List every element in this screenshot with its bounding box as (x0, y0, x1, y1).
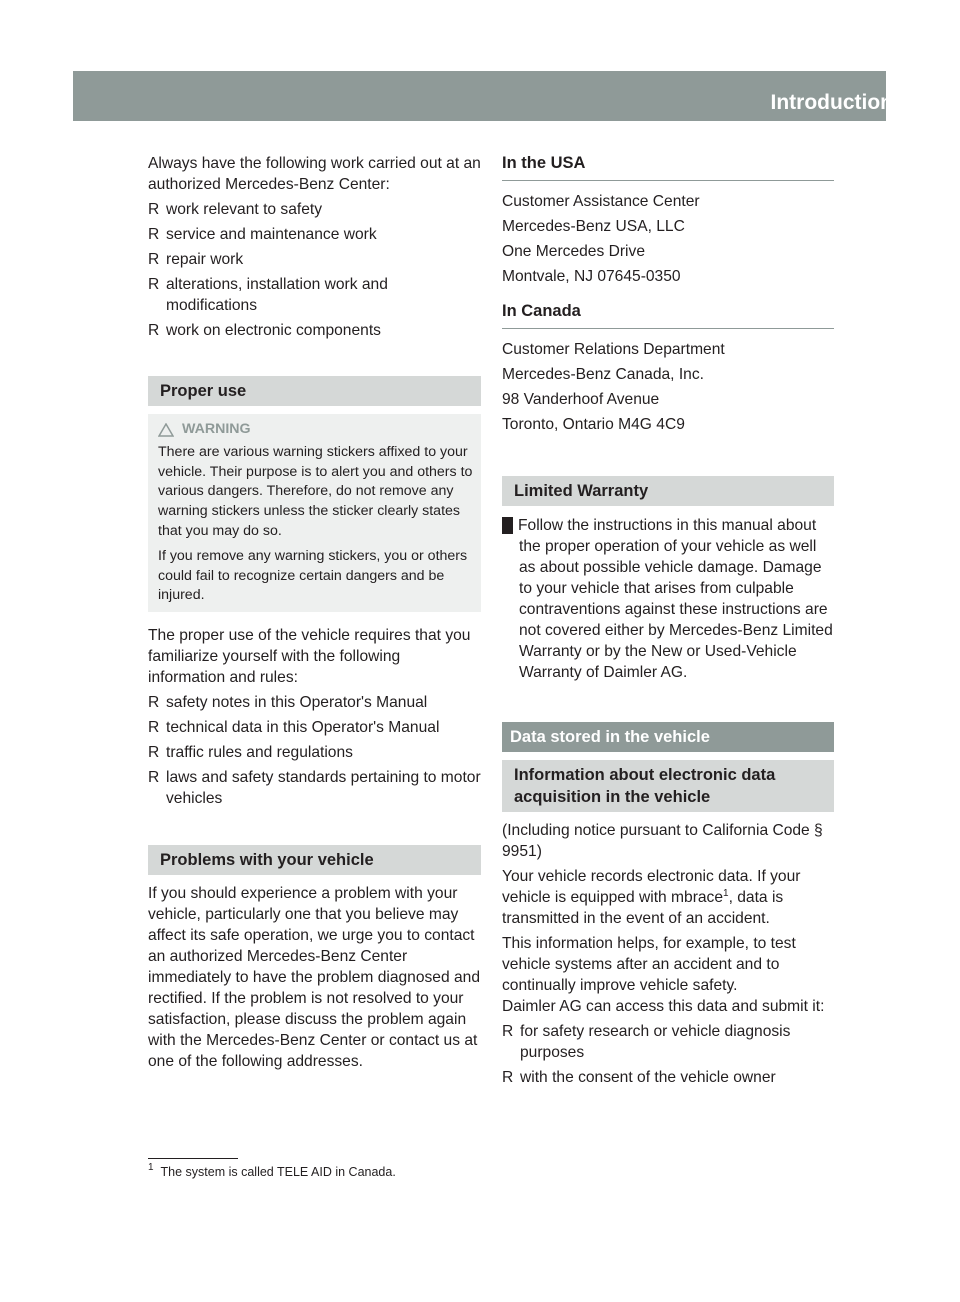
list-item: R for safety research or vehicle diagnosis purposes (502, 1023, 791, 1061)
bullet-mark: R (148, 201, 160, 218)
section-heading-problems: Problems with your vehicle (148, 845, 481, 875)
section-heading-electronic-data: Information about electronic data acquisition in the vehicle (502, 760, 834, 812)
list-item: R traffic rules and regulations (148, 744, 353, 762)
address-line: Customer Assistance Center (502, 193, 700, 210)
list-item: R repair work (148, 251, 244, 268)
purposes-list (502, 1021, 834, 1088)
bullet-mark: R (502, 1069, 514, 1086)
warning-text: There are various warning stickers affixed to your vehicle. Their purpose is to alert you and others to various dangers. Therefore, do not remove any warning stickers unless the sticker clearly states that you may do so. (158, 443, 473, 539)
warranty-text: Follow the instructions in this manual about the proper operation of your vehicle as well as about possible vehicle damage. Damage to your vehicle that arises from culpable contraventions against these instructions are not covered either by Mercedes-Benz Limited Warranty or by the New or Used-Vehicle Warranty of Daimler AG. (518, 517, 833, 681)
footnote-divider (148, 1158, 238, 1159)
warning-label: WARNING (182, 421, 251, 437)
list-item: R laws and safety standards pertaining to motor vehicles (148, 769, 481, 808)
footnote-text: The system is called TELE AID in Canada. (160, 1165, 396, 1179)
bullet-mark: R (502, 1023, 514, 1040)
helps-text: This information helps, for example, to test vehicle systems after an accident and to continually improve vehicle safety. (502, 935, 796, 994)
warranty-note (496, 515, 834, 683)
address-line: Toronto, Ontario M4G 4C9 (502, 416, 685, 433)
footnote (148, 1163, 396, 1181)
section-heading-proper-use: Proper use (148, 376, 481, 406)
proper-use-text: The proper use of the vehicle requires that you familiarize yourself with the following information and rules: (148, 627, 471, 687)
warning-triangle-icon (158, 423, 174, 437)
intro-text: Always have the following work carried out at an authorized Mercedes-Benz Center: (148, 155, 481, 193)
section-heading-warranty: Limited Warranty (502, 476, 834, 506)
right-column (496, 153, 834, 1088)
address-line: Customer Relations Department (502, 341, 725, 358)
list-item: R safety notes in this Operator's Manual (148, 694, 428, 712)
list-item: R service and maintenance work (148, 226, 377, 243)
warning-box (148, 414, 481, 612)
canada-address (502, 337, 834, 437)
list-item: R alterations, installation work and modifications (148, 276, 388, 314)
address-line: Mercedes-Benz USA, LLC (502, 218, 685, 235)
rules-list (148, 692, 481, 809)
bullet-mark: R (148, 322, 160, 339)
section-heading-data-stored: Data stored in the vehicle (502, 722, 834, 752)
bullet-mark: R (148, 276, 160, 293)
usa-address (502, 189, 834, 289)
bullet-mark: R (148, 226, 160, 243)
address-line: 98 Vanderhoof Avenue (502, 391, 660, 408)
page-header (73, 71, 941, 121)
warning-header (158, 420, 473, 440)
list-item: R work on electronic components (148, 322, 381, 339)
header-title: Introduction (770, 91, 893, 114)
canada-heading: In Canada (502, 301, 834, 329)
work-list (148, 199, 481, 341)
list-item: R technical data in this Operator's Manual (148, 719, 440, 737)
header-separator (903, 71, 908, 121)
left-column (148, 153, 481, 1072)
records-text: Your vehicle records electronic data. If your vehicle is equipped with mbrace$^1$, data is transmitted in the event of an accident. (502, 868, 801, 927)
address-line: One Mercedes Drive (502, 243, 645, 260)
access-text: Daimler AG can access this data and submit it: (502, 998, 825, 1015)
warning-text: If you remove any warning stickers, you or others could fail to recognize certain dangers and be injured. (158, 547, 468, 604)
exclamation-icon: ! (502, 517, 513, 534)
page-number: 23 (921, 95, 941, 114)
bullet-mark: R (148, 744, 160, 762)
problems-text: If you should experience a problem with your vehicle, particularly one that you believe may affect its safe operation, we urge you to contact an authorized Mercedes-Benz Center immediately to have the problem diagnosed and rectified. If the problem is not resolved to your satisfaction, please discuss the problem again with the Mercedes-Benz Center or contact us at one of the following addresses. (148, 885, 481, 1071)
bullet-mark: R (148, 769, 160, 787)
footnote-ref: 1 (723, 888, 729, 899)
list-item: R work relevant to safety (148, 201, 323, 218)
bullet-mark: R (148, 251, 160, 268)
notice-text: (Including notice pursuant to California Code § 9951) (502, 822, 823, 860)
bullet-mark: R (148, 694, 160, 712)
bullet-mark: R (148, 719, 160, 737)
address-line: Mercedes-Benz Canada, Inc. (502, 366, 704, 383)
address-line: Montvale, NJ 07645-0350 (502, 268, 681, 285)
list-item: R with the consent of the vehicle owner (502, 1069, 776, 1086)
footnote-number: 1 (148, 1162, 154, 1173)
usa-heading: In the USA (502, 153, 834, 181)
